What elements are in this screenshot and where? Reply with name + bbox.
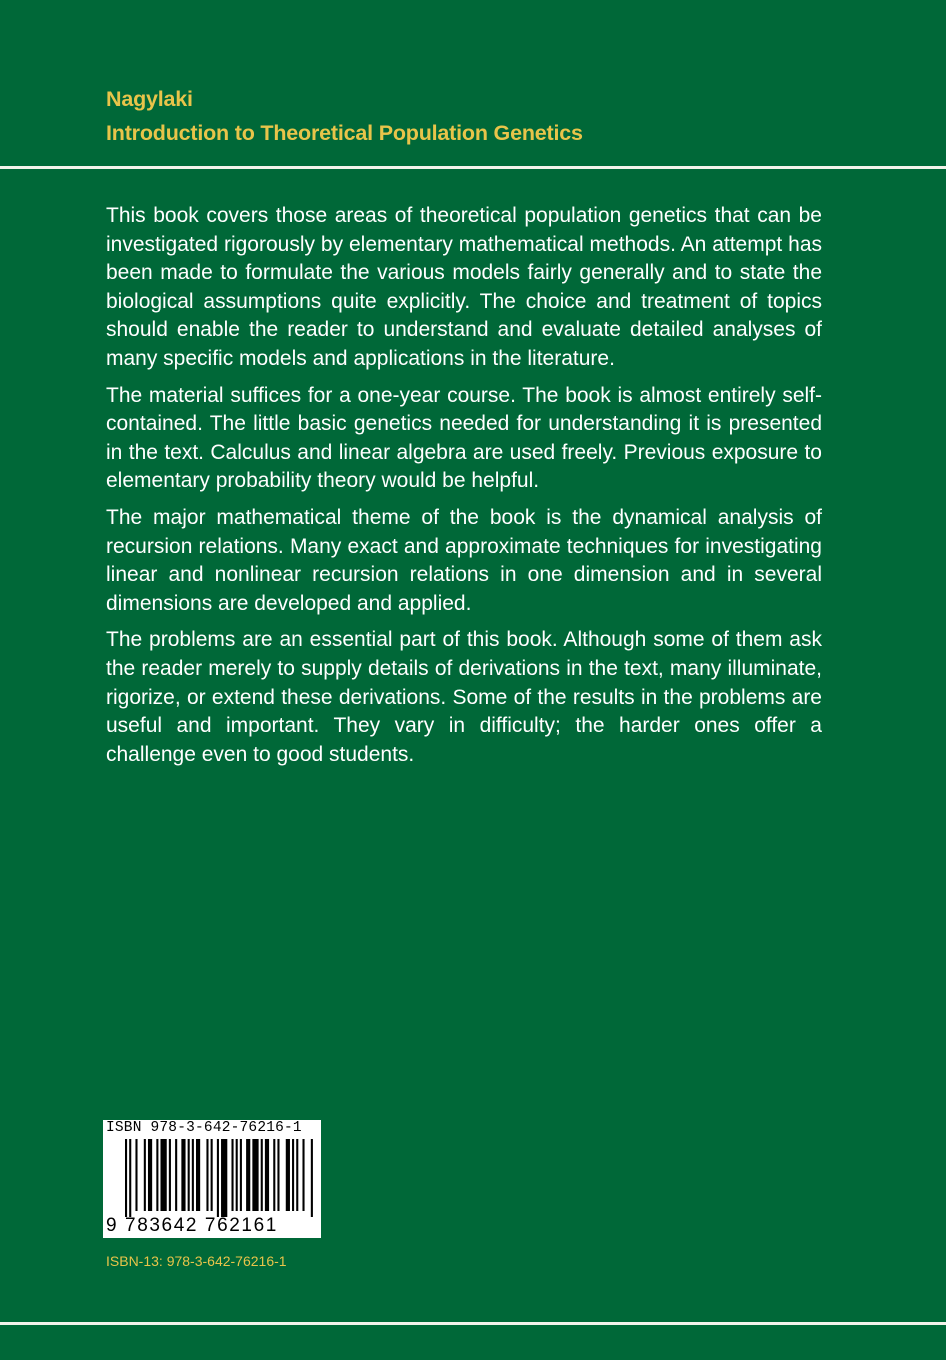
bottom-divider (0, 1322, 946, 1325)
description-paragraph-3: The major mathematical theme of the book is the dynamical analysis of recursion relations. Many exact and approximate techniques for investigating linear and nonlinear recursion relations in one dimension and in several dimensions are developed and applied. (106, 505, 822, 615)
description-paragraph-4: The problems are an essential part of this book. Although some of them ask the reader merely to supply details of derivations in the text, many illuminate, rigorize, or extend these derivations. Some of the results in the problems are useful and important. They vary in difficulty; the harder ones offer a challenge even to good students. (106, 628, 822, 766)
top-divider (0, 166, 946, 169)
description-paragraph-1: This book covers those areas of theoretical population genetics that can be investigated rigorously by elementary mathematical methods. An attempt has been made to formulate the various models fairly generally and to state the biological assumptions quite explicitly. The choice and treatment of topics should enable the reader to understand and evaluate detailed analyses of many specific models and applications in the literature. (106, 204, 822, 370)
barcode-isbn-label: ISBN 978-3-642-76216-1 (106, 1120, 302, 1136)
book-description (106, 202, 822, 777)
barcode-bars (125, 1139, 315, 1217)
book-title: Introduction to Theoretical Population Genetics (106, 121, 583, 145)
header (106, 82, 583, 150)
author-name: Nagylaki (106, 87, 193, 111)
barcode-digits: 9 783642 762161 (106, 1215, 278, 1236)
description-paragraph-2: The material suffices for a one-year course. The book is almost entirely self-contained. The little basic genetics needed for understanding it is presented in the text. Calculus and linear algebra are used freely. Previous exposure to elementary probability theory would be helpful. (106, 383, 822, 493)
barcode (103, 1120, 321, 1238)
isbn-13: ISBN-13: 978-3-642-76216-1 (106, 1253, 287, 1269)
